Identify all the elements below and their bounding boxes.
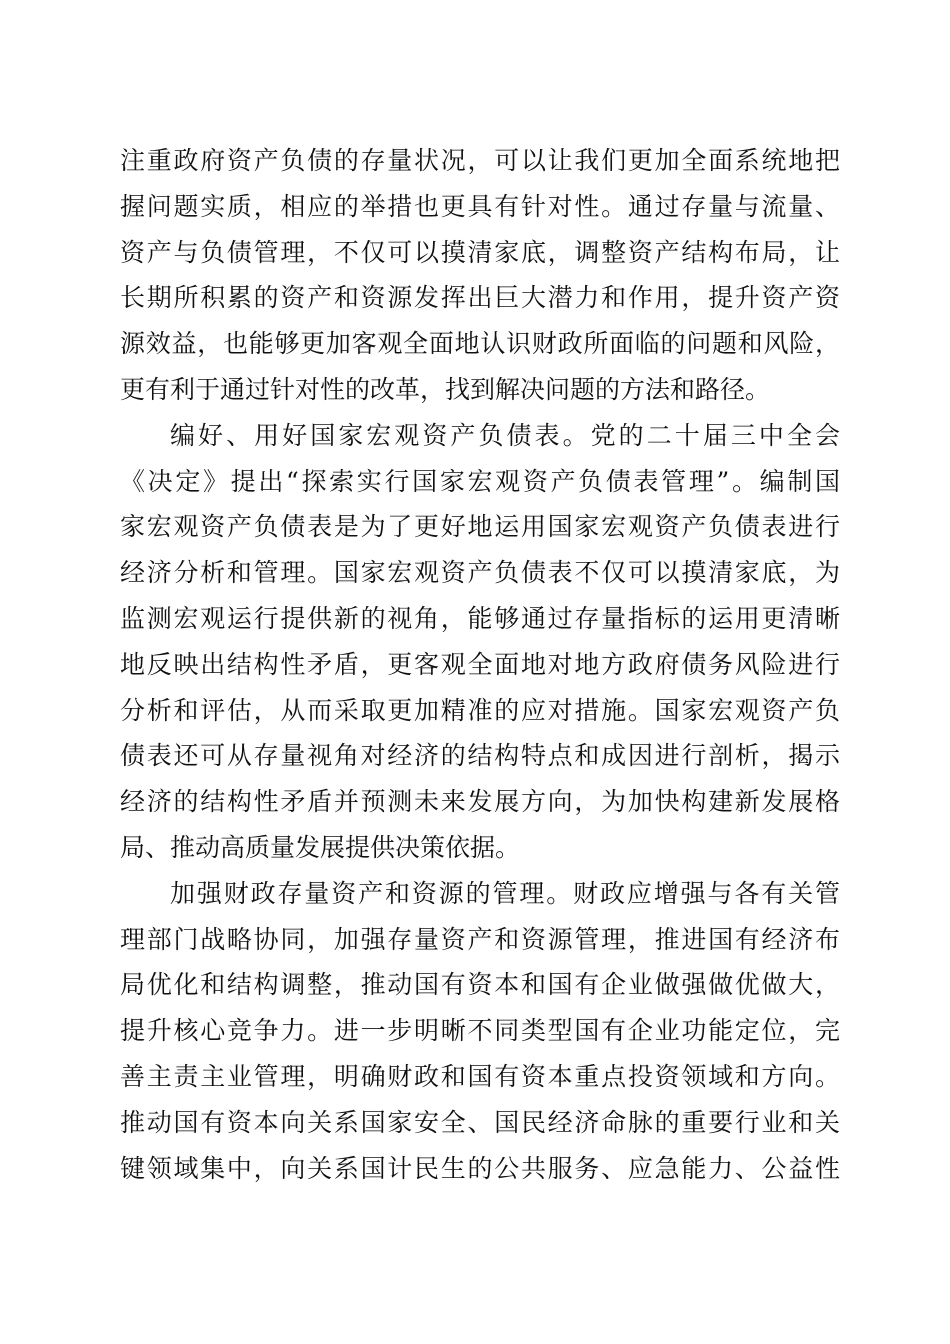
text-line: 经济分析和管理。国家宏观资产负债表不仅可以摸清家底，为 bbox=[120, 558, 840, 588]
paragraph-2 bbox=[120, 413, 840, 871]
text-line: 监测宏观运行提供新的视角，能够通过存量指标的运用更清晰 bbox=[120, 603, 840, 633]
text-line: 局优化和结构调整，推动国有资本和国有企业做强做优做大， bbox=[120, 970, 840, 1000]
text-line: 源效益，也能够更加客观全面地认识财政所面临的问题和风险， bbox=[120, 329, 840, 359]
text-line: 局、推动高质量发展提供决策依据。 bbox=[120, 832, 521, 862]
text-line: 善主责主业管理，明确财政和国有资本重点投资领域和方向。 bbox=[120, 1061, 840, 1091]
body-text bbox=[120, 138, 840, 1191]
text-line: 更有利于通过针对性的改革，找到解决问题的方法和路径。 bbox=[120, 374, 771, 404]
text-line: 债表还可从存量视角对经济的结构特点和成因进行剖析，揭示 bbox=[120, 741, 840, 771]
text-line: 经济的结构性矛盾并预测未来发展方向，为加快构建新发展格 bbox=[120, 787, 840, 817]
text-line: 分析和评估，从而采取更加精准的应对措施。国家宏观资产负 bbox=[120, 695, 840, 725]
text-line: 家宏观资产负债表是为了更好地运用国家宏观资产负债表进行 bbox=[120, 512, 840, 542]
text-line: 注重政府资产负债的存量状况，可以让我们更加全面系统地把 bbox=[120, 146, 840, 175]
text-line: 地反映出结构性矛盾，更客观全面地对地方政府债务风险进行 bbox=[120, 649, 840, 679]
text-line: 长期所积累的资产和资源发挥出巨大潜力和作用，提升资产资 bbox=[120, 283, 840, 313]
text-line: 提升核心竞争力。进一步明晰不同类型国有企业功能定位，完 bbox=[120, 1016, 840, 1046]
paragraph-3 bbox=[120, 871, 840, 1192]
text-line: 理部门战略协同，加强存量资产和资源管理，推进国有经济布 bbox=[120, 924, 840, 954]
text-line: 资产与负债管理，不仅可以摸清家底，调整资产结构布局，让 bbox=[120, 237, 840, 267]
paragraph-1 bbox=[120, 138, 840, 413]
text-line: 键领域集中，向关系国计民生的公共服务、应急能力、公益性 bbox=[120, 1153, 840, 1183]
text-line: 编好、用好国家宏观资产负债表。党的二十届三中全会 bbox=[170, 420, 840, 450]
text-line: 加强财政存量资产和资源的管理。财政应增强与各有关管 bbox=[170, 878, 840, 908]
text-line: 推动国有资本向关系国家安全、国民经济命脉的重要行业和关 bbox=[120, 1107, 840, 1137]
text-line: 《决定》提出“探索实行国家宏观资产负债表管理”。编制国 bbox=[120, 466, 840, 496]
text-line: 握问题实质，相应的举措也更具有针对性。通过存量与流量、 bbox=[120, 191, 840, 221]
